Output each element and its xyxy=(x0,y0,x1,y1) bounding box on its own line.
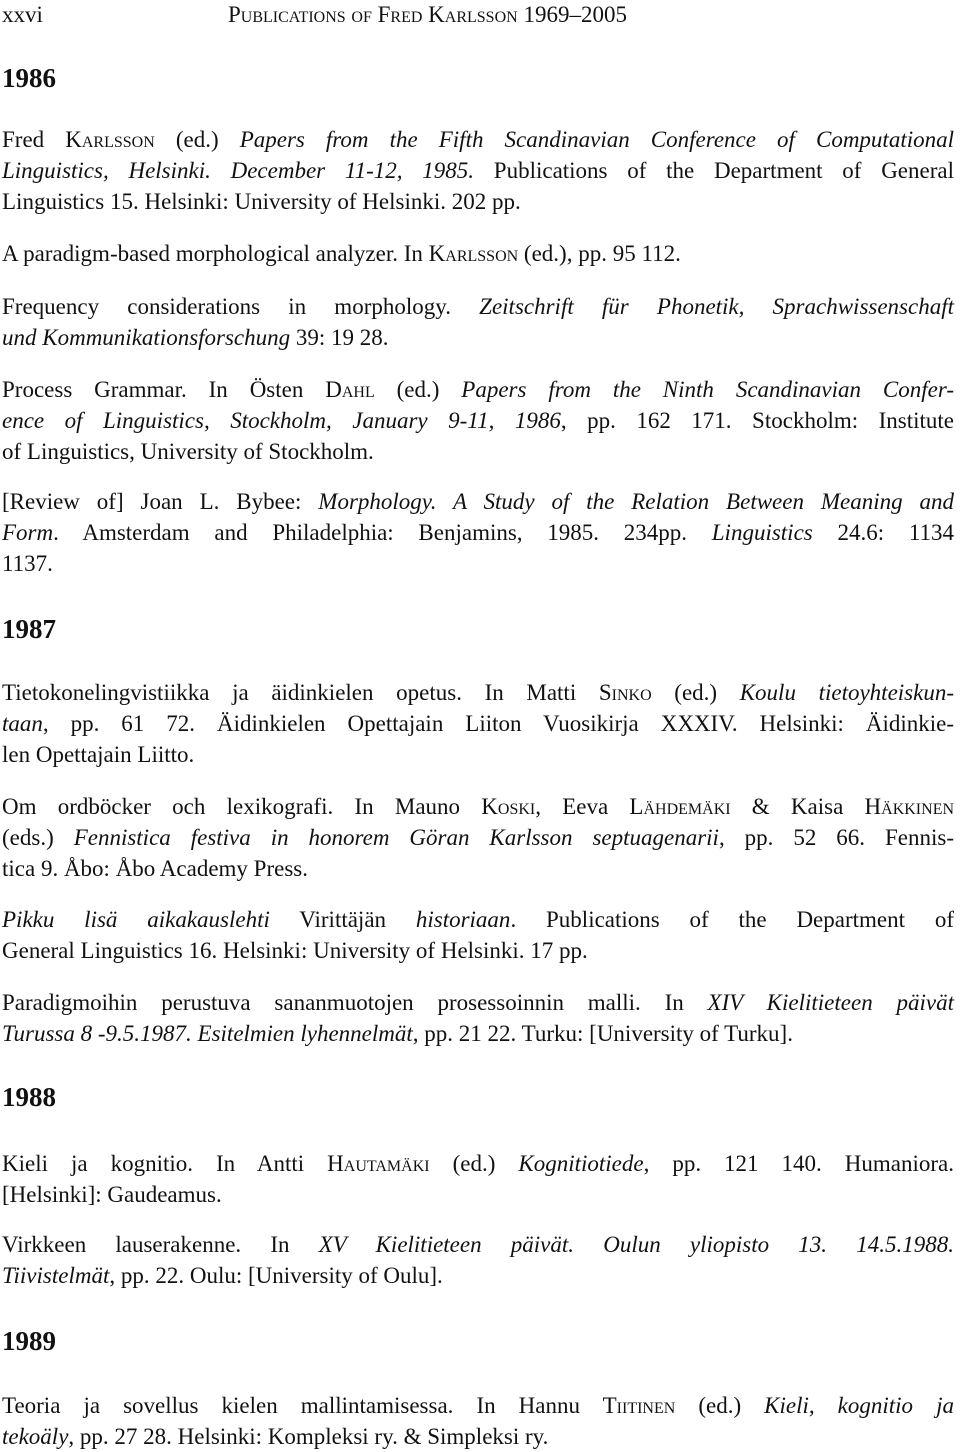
text: K xyxy=(65,127,82,152)
text: (ed.) xyxy=(675,1393,765,1418)
publication-entry xyxy=(2,486,954,579)
italic-title: Papers from the Fifth Scandinavian Conference of Computational xyxy=(239,127,954,152)
text: , Eeva xyxy=(535,794,630,819)
text: D xyxy=(325,377,342,402)
running-head xyxy=(2,0,954,32)
text: (eds.) xyxy=(2,825,74,850)
publication-entry xyxy=(2,1229,954,1291)
text: Om ordböcker och lexikografi. In Mauno xyxy=(2,794,482,819)
italic-title: historiaan xyxy=(415,907,511,932)
text: (ed.) xyxy=(429,1151,519,1176)
entry-line xyxy=(2,987,954,1018)
year-heading-1987: 1987 xyxy=(2,614,56,644)
entry-line xyxy=(2,374,954,405)
text: Tietokonelingvistiikka ja äidinkielen opetus. In Matti xyxy=(2,680,599,705)
entry-line xyxy=(2,1229,954,1260)
text: L xyxy=(629,794,644,819)
text: Paradigmoihin perustuva sananmuotojen prosessoinnin malli. In xyxy=(2,990,708,1015)
small-caps-name: inko xyxy=(611,680,652,705)
italic-title: Kieli, kognitio ja xyxy=(764,1393,954,1418)
entry-line xyxy=(2,708,954,739)
entry-line xyxy=(2,124,954,155)
text: Virkkeen lauserakenne. In xyxy=(2,1232,319,1257)
italic-title: XV Kielitieteen päivät. Oulun yliopisto 13. 14.5.1988. xyxy=(318,1232,954,1257)
entry-line: [Helsinki]: Gaudeamus. xyxy=(2,1182,222,1207)
small-caps-name: arlsson xyxy=(445,241,519,266)
publication-entry xyxy=(2,374,954,467)
entry-line xyxy=(2,405,954,436)
text: H xyxy=(327,1151,344,1176)
italic-title: tekoäly xyxy=(2,1424,69,1449)
text: [Review of] Joan L. Bybee: xyxy=(2,489,319,514)
italic-title: Morphology. A Study of the Relation Between Meaning and xyxy=(318,489,954,514)
entry-line xyxy=(2,677,954,708)
text: Frequency considerations in morphology. xyxy=(2,294,480,319)
publication-entry xyxy=(2,238,954,269)
entry-line xyxy=(2,1421,954,1452)
text: H xyxy=(864,794,882,819)
italic-title: Koulu tietoyhteiskun- xyxy=(739,680,954,705)
text: , pp. 61 72. Äidinkielen Opettajain Liiton Vuosikirja XXXIV. Helsinki: Äidinkie- xyxy=(42,711,954,736)
entry-line xyxy=(2,238,954,269)
italic-title: Kognitiotiede xyxy=(518,1151,644,1176)
italic-title: Pikku lisä aikakauslehti xyxy=(2,907,270,932)
italic-title: Linguistics, Helsinki. December 11-12, 1985. xyxy=(2,158,475,183)
running-title: Publications of Fred Karlsson 1969–2005 xyxy=(228,2,627,27)
entry-line xyxy=(2,822,954,853)
entry-line: General Linguistics 16. Helsinki: University of Helsinki. 17 pp. xyxy=(2,938,588,963)
year-heading-1986: 1986 xyxy=(2,63,56,93)
entry-line xyxy=(2,517,954,548)
italic-title: Turussa 8 -9.5.1987. Esitelmien lyhennelmät xyxy=(2,1021,413,1046)
italic-title: Form xyxy=(2,520,54,545)
small-caps-name: ähdemäki xyxy=(643,794,731,819)
text: K xyxy=(481,794,498,819)
italic-title: Linguistics xyxy=(711,520,813,545)
entry-line: len Opettajain Liitto. xyxy=(2,742,195,767)
publication-entry xyxy=(2,677,954,770)
entry-line xyxy=(2,155,954,186)
publication-entry xyxy=(2,291,954,353)
italic-title: Tiivistelmät xyxy=(2,1263,110,1288)
text: Process Grammar. In Östen xyxy=(2,377,326,402)
text: S xyxy=(598,680,612,705)
entry-line: 1137. xyxy=(2,551,53,576)
publication-entry xyxy=(2,1390,954,1452)
entry-line xyxy=(2,1148,954,1179)
year-heading-1989: 1989 xyxy=(2,1326,56,1356)
publication-entry xyxy=(2,124,954,217)
text: . Amsterdam and Philadelphia: Benjamins, 1985. 234pp. xyxy=(53,520,712,545)
text: , pp. 27 28. Helsinki: Kompleksi ry. & Simpleksi ry. xyxy=(68,1424,549,1449)
italic-title: Zeitschrift für Phonetik, Sprachwissenschaft xyxy=(479,294,954,319)
text: , pp. 121 140. Humaniora. xyxy=(643,1151,955,1176)
publication-entry xyxy=(2,987,954,1049)
small-caps-name: iitinen xyxy=(616,1393,676,1418)
entry-line: Linguistics 15. Helsinki: University of Helsinki. 202 pp. xyxy=(2,189,521,214)
text: (ed.) xyxy=(374,377,462,402)
text: (ed.) xyxy=(651,680,740,705)
text: , pp. 21 22. Turku: [University of Turku]. xyxy=(412,1021,793,1046)
text: (ed.) xyxy=(154,127,240,152)
entry-line xyxy=(2,791,954,822)
small-caps-name: äkkinen xyxy=(881,794,955,819)
text: . Publications of the Department of xyxy=(510,907,954,932)
entry-line xyxy=(2,1018,954,1049)
entry-line: tica 9. Åbo: Åbo Academy Press. xyxy=(2,856,308,881)
text: 39: 19 28. xyxy=(290,325,389,350)
page-number: xxvi xyxy=(2,2,43,27)
text: K xyxy=(428,241,446,266)
italic-title: ence of Linguistics, Stockholm, January 9-11, 1986 xyxy=(2,408,561,433)
text: (ed.), pp. 95 112. xyxy=(518,241,681,266)
text: Kieli ja kognitio. In Antti xyxy=(2,1151,328,1176)
entry-line: of Linguistics, University of Stockholm. xyxy=(2,439,374,464)
text: , pp. 52 66. Fennis- xyxy=(718,825,954,850)
text: Virittäjän xyxy=(269,907,416,932)
text: 24.6: 1134 xyxy=(812,520,954,545)
small-caps-name: oski xyxy=(497,794,536,819)
entry-line xyxy=(2,1260,954,1291)
italic-title: XIV Kielitieteen päivät xyxy=(707,990,954,1015)
small-caps-name: autamäki xyxy=(343,1151,430,1176)
publication-entry xyxy=(2,1148,954,1210)
entry-line xyxy=(2,322,954,353)
publication-entry xyxy=(2,791,954,884)
text: T xyxy=(602,1393,617,1418)
text: & Kaisa xyxy=(730,794,865,819)
entry-line xyxy=(2,904,954,935)
text: A paradigm-based morphological analyzer. In xyxy=(2,241,429,266)
entry-line xyxy=(2,291,954,322)
year-heading-1988: 1988 xyxy=(2,1082,56,1112)
italic-title: taan xyxy=(2,711,43,736)
text: , pp. 22. Oulu: [University of Oulu]. xyxy=(109,1263,443,1288)
small-caps-name: arlsson xyxy=(81,127,155,152)
italic-title: und Kommunikationsforschung xyxy=(2,325,291,350)
text: Publications of the Department of General xyxy=(474,158,954,183)
italic-title: Papers from the Ninth Scandinavian Confer- xyxy=(461,377,954,402)
text: Teoria ja sovellus kielen mallintamisessa. In Hannu xyxy=(2,1393,603,1418)
entry-line xyxy=(2,486,954,517)
small-caps-name: ahl xyxy=(341,377,375,402)
text: Fred xyxy=(2,127,66,152)
text: , pp. 162 171. Stockholm: Institute xyxy=(560,408,954,433)
italic-title: Fennistica festiva in honorem Göran Karlsson septuagenarii xyxy=(73,825,719,850)
entry-line xyxy=(2,1390,954,1421)
publication-entry xyxy=(2,904,954,966)
